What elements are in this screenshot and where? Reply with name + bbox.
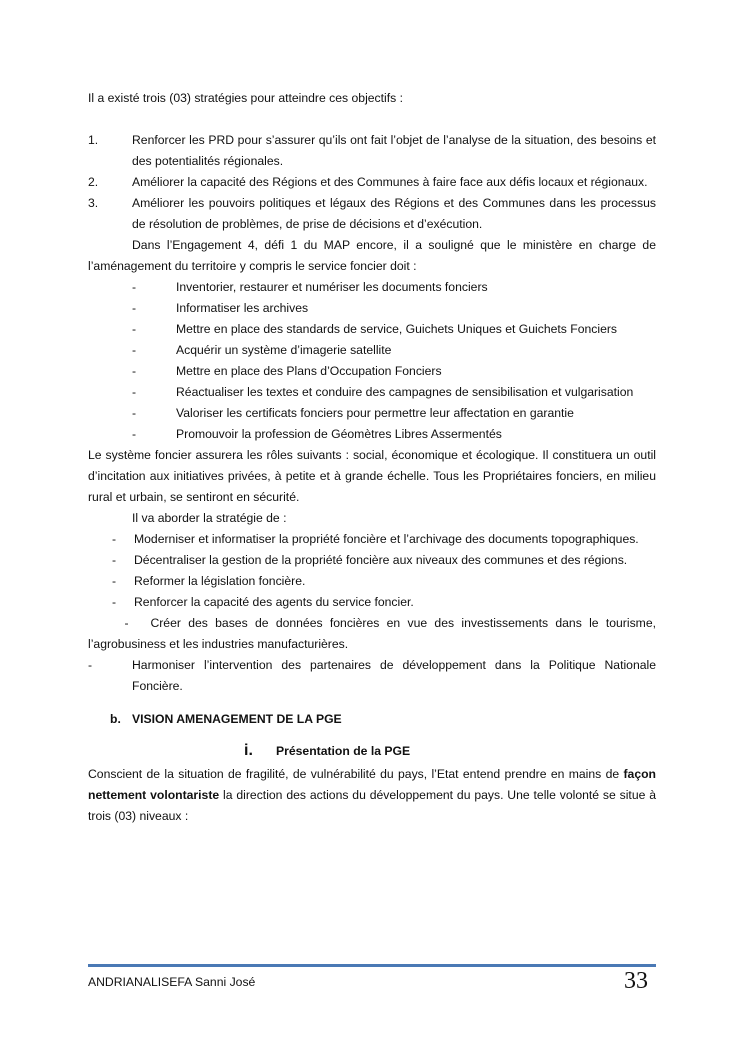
list-number: 2. [88, 175, 99, 189]
subsection-label: i. [244, 742, 253, 759]
dash-marker: - [112, 574, 117, 588]
dash-marker: - [112, 553, 117, 567]
list-item: - Promouvoir la profession de Géomètres Libres Assermentés [132, 424, 656, 445]
roles-paragraph: Le système foncier assurera les rôles suivants : social, économique et écologique. Il constituera un outil d’incitation aux initiatives privées, à petite et à grande échelle. Tous les Propriétaires fonciers, en milieu rural et urbain, se sentiront en sécurité. [88, 448, 656, 504]
closing-paragraph: Conscient de la situation de fragilité, de vulnérabilité du pays, l’Etat entend prendre en mains de façon nettement volontariste la direction des actions du développement du pays. Une telle volonté se situe à trois (03) niveaux : [88, 767, 657, 823]
dash-marker: - [88, 658, 93, 672]
list-item: - Informatiser les archives [132, 298, 656, 319]
list-text: Améliorer la capacité des Régions et des Communes à faire face aux défis locaux et régionaux. [132, 175, 648, 189]
section-title: VISION AMENAGEMENT DE LA PGE [132, 712, 342, 726]
strategy-intro: Il va aborder la stratégie de : [132, 511, 287, 525]
engagement-paragraph: Dans l’Engagement 4, défi 1 du MAP encore, il a souligné que le ministère en charge de l’aménagement du territoire y compris le service foncier doit : [88, 238, 656, 273]
dash-marker: - [132, 406, 137, 420]
page-number: 33 [624, 968, 648, 994]
subsection-title: Présentation de la PGE [276, 744, 411, 758]
dash-marker: - [112, 532, 117, 546]
list-text: Renforcer les PRD pour s’assurer qu’ils ont fait l’objet de l’analyse de la situation, des besoins et des potentialités régionales. [132, 133, 656, 168]
dash-marker: - [132, 343, 137, 357]
subsection-heading [244, 740, 656, 762]
list-item: - Renforcer la capacité des agents du service foncier. [112, 592, 656, 613]
section-heading [110, 709, 656, 730]
strategy-3 [88, 193, 656, 235]
list-item: - Mettre en place des standards de service, Guichets Uniques et Guichets Fonciers [132, 319, 656, 340]
list-item: - Harmoniser l’intervention des partenaires de développement dans la Politique Nationale Foncière. [88, 655, 656, 697]
footer-author: ANDRIANALISEFA Sanni José [88, 975, 256, 989]
emphasis: façon nettement volontariste [88, 767, 656, 802]
list-number: 3. [88, 196, 99, 210]
list-item: - Décentraliser la gestion de la propriété foncière aux niveaux des communes et des régions. [112, 550, 656, 571]
list-item: - Mettre en place des Plans d’Occupation Fonciers [132, 361, 656, 382]
list-number: 1. [88, 133, 99, 147]
strategy-2 [88, 172, 656, 193]
list-item: - Inventorier, restaurer et numériser les documents fonciers [132, 277, 656, 298]
dash-marker: - [132, 280, 137, 294]
dash-marker: - [132, 301, 137, 315]
list-item: - Reformer la législation foncière. [112, 571, 656, 592]
list-item: - Acquérir un système d’imagerie satellite [132, 340, 656, 361]
list-text: Améliorer les pouvoirs politiques et légaux des Régions et des Communes dans les processus de résolution de problèmes, de prise de décisions et d’exécution. [132, 196, 656, 231]
page-body [88, 88, 656, 827]
dash-marker: - [132, 385, 137, 399]
list-item: - Créer des bases de données foncières en vue des investissements dans le tourisme, l’agrobusiness et les industries manufacturières. [88, 616, 656, 651]
list-item: - Moderniser et informatiser la propriété foncière et l’archivage des documents topographiques. [112, 529, 656, 550]
dash-marker: - [132, 322, 137, 336]
section-label: b. [110, 712, 121, 726]
footer-divider [88, 964, 656, 967]
dash-marker: - [124, 616, 129, 630]
dash-marker: - [132, 427, 137, 441]
intro-text: Il a existé trois (03) stratégies pour atteindre ces objectifs : [88, 91, 403, 105]
list-item: - Réactualiser les textes et conduire des campagnes de sensibilisation et vulgarisation [132, 382, 656, 403]
strategy-1 [88, 130, 656, 172]
list-item: - Valoriser les certificats fonciers pour permettre leur affectation en garantie [132, 403, 656, 424]
dash-marker: - [112, 595, 117, 609]
dash-marker: - [132, 364, 137, 378]
